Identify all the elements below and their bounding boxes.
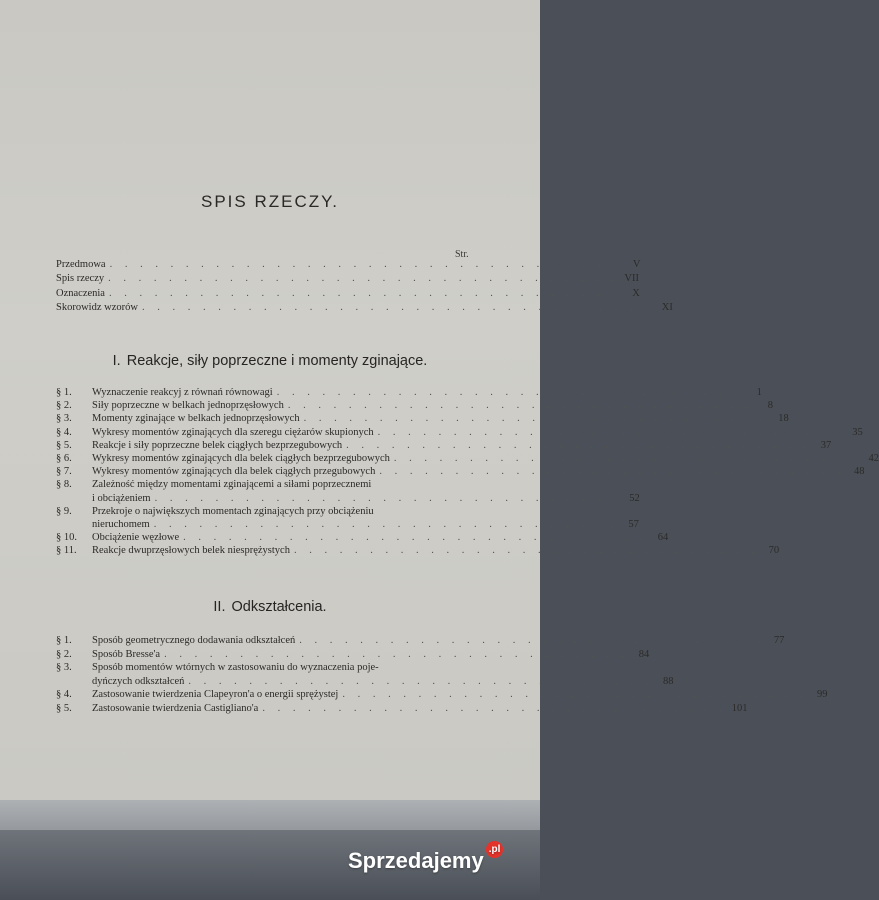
toc-row xyxy=(56,531,669,544)
section-title: nieruchomem xyxy=(92,519,150,530)
section-title: dyńczych odkształceń xyxy=(92,675,185,687)
toc-row-notation: Oznaczenia . . . . . . . . . . . . . . . . . . . . . . . . . . . . . . . . . . X xyxy=(56,288,640,299)
toc-row xyxy=(56,518,639,531)
page-number: 77 xyxy=(773,635,785,646)
page-number: 99 xyxy=(816,689,828,700)
section-number: § 8. xyxy=(56,479,72,491)
section-title: Sposób Bresse'a xyxy=(92,648,161,660)
section-title: i obciążeniem xyxy=(92,492,151,504)
toc-row xyxy=(56,426,863,439)
toc-row xyxy=(56,634,785,647)
watermark-logo: Sprzedajemy $^{.pl}$ xyxy=(348,848,503,874)
leader-dots: . . . . . . . . . . . . . . . . . . . . . . . . . . . . . . . xyxy=(287,400,753,412)
toc-row xyxy=(56,648,650,661)
page-number: 70 xyxy=(768,545,780,557)
section-number: § 3. xyxy=(56,413,72,425)
toc-row xyxy=(56,702,748,715)
page-number: 48 xyxy=(853,466,865,478)
page-number: 37 xyxy=(820,439,832,451)
toc-row-formula-index: Skorowidz wzorów . . . . . . . . . . . . . . . . . . . . . . . . . . . . . . . . . . XI xyxy=(56,302,673,313)
leader-dots: . . . . . . . . . . . . . . . . . . . . . . . . . . . . . . . . . . xyxy=(141,302,653,313)
section-title: Zależność między momentami zginającemi a siłami poprzecznemi xyxy=(92,479,372,491)
toc-row xyxy=(56,688,828,701)
leader-dots: . . . . . . . . . . . . . . . . . . . . . . . . . . . . . . . xyxy=(188,675,654,687)
section-title: Zastosowanie twierdzenia Clapeyron'a o energii sprężystej xyxy=(92,689,339,700)
page-number: 35 xyxy=(852,426,863,438)
section-title: Siły poprzeczne w belkach jednoprzęsłowych xyxy=(92,400,284,412)
section-number: § 1. xyxy=(56,387,72,398)
section-number: § 1. xyxy=(56,635,72,646)
leader-dots: . . . . . . . . . . . . . . . . . . . . . . . . . . . . . . . . . . xyxy=(108,288,620,299)
page-number: 18 xyxy=(778,413,789,425)
leader-dots: . . . . . . . . . . . . . . . . . . . . . . . . . . . . . . . xyxy=(303,413,769,425)
leader-dots: . . . . . . . . . . . . . . . . . . . . . . . . . . . . . . . xyxy=(342,689,808,700)
toc-row xyxy=(56,544,780,557)
section-title: Momenty zginające w belkach jednoprzęsłowych xyxy=(92,413,300,425)
section-title: Wykresy momentów zginających dla belek ciągłych przegubowych xyxy=(92,466,376,478)
leader-dots: . . . . . . . . . . . . . . . . . . . . . . . . . . . . . . . xyxy=(183,532,649,544)
section-title: Przekroje o największych momentach zginających przy obciążeniu xyxy=(92,505,374,517)
section-number: § 2. xyxy=(56,400,72,412)
section-title: Sposób geometrycznego dodawania odkształceń xyxy=(92,635,296,646)
leader-dots: . . . . . . . . . . . . . . . . . . . . . . . . . . . . . . . xyxy=(276,387,742,398)
toc-row-preface: Przedmowa . . . . . . . . . . . . . . . . . . . . . . . . . . . . . . . . . . V xyxy=(56,259,641,270)
toc-row xyxy=(56,452,879,465)
section-number: § 7. xyxy=(56,466,72,478)
leader-dots: . . . . . . . . . . . . . . . . . . . . . . . . . . . . . . . . . . xyxy=(109,259,621,270)
toc-row xyxy=(56,439,832,452)
toc-row xyxy=(56,399,773,412)
leader-dots: . . . . . . . . . . . . . . . . . . . . . . . . . . . . . . . xyxy=(377,426,843,438)
page-number: 84 xyxy=(638,648,650,660)
page-column-label: Str. xyxy=(455,249,469,260)
leader-dots: . . . . . . . . . . . . . . . . . . . . . . . . . . . . . . . xyxy=(393,453,860,464)
chapter-heading-2: II. Odkształcenia. xyxy=(213,599,327,615)
leader-dots: . . . . . . . . . . . . . . . . . . . . . . . . . . . . . . . xyxy=(154,492,620,504)
section-title: Zastosowanie twierdzenia Castigliano'a xyxy=(92,702,259,714)
page-number: 88 xyxy=(663,675,674,687)
page-number: 57 xyxy=(628,519,639,530)
section-number: § 11. xyxy=(56,545,77,557)
section-number: § 2. xyxy=(56,648,72,660)
toc-row xyxy=(56,478,476,491)
section-title: Obciążenie węzłowe xyxy=(92,532,180,544)
toc-row xyxy=(56,675,674,688)
leader-dots: . . . . . . . . . . . . . . . . . . . . . . . . . . . . . . . xyxy=(379,466,845,478)
toc-row xyxy=(56,412,789,425)
chapter-heading-1: I. Reakcje, siły poprzeczne i momenty zginające. xyxy=(112,353,428,369)
toc-row xyxy=(56,386,762,399)
toc-row xyxy=(56,661,476,674)
section-title: Reakcje dwuprzęsłowych belek niesprężystych xyxy=(92,545,290,557)
leader-dots: . . . . . . . . . . . . . . . . . . . . . . . . . . . . . . . xyxy=(153,519,619,530)
section-title: Reakcje i siły poprzeczne belek ciągłych bezprzegubowych xyxy=(92,439,343,451)
section-number: § 5. xyxy=(56,439,72,451)
page-number: 52 xyxy=(629,492,640,504)
leader-dots: . . . . . . . . . . . . . . . . . . . . . . . . . . . . . . . xyxy=(164,648,630,660)
section-number: § 6. xyxy=(56,453,72,464)
section-number: § 4. xyxy=(56,426,72,438)
leader-dots: . . . . . . . . . . . . . . . . . . . . . . . . . . . . . . . . . . xyxy=(108,273,619,284)
page-number: 64 xyxy=(657,532,669,544)
section-number: § 10. xyxy=(56,532,77,544)
toc-row xyxy=(56,505,476,518)
section-title: Wyznaczenie reakcyj z równań równowagi xyxy=(92,387,273,398)
section-title: Sposób momentów wtórnych w zastosowaniu do wyznaczenia poje- xyxy=(92,662,379,673)
page-title: SPIS RZECZY. xyxy=(201,192,339,211)
section-title: Wykresy momentów zginających dla belek ciągłych bezprzegubowych xyxy=(92,453,390,464)
page-number: 1 xyxy=(756,387,762,398)
section-number: § 3. xyxy=(56,662,72,673)
leader-dots: . . . . . . . . . . . . . . . . . . . . . . . . . . . . . . . xyxy=(293,545,760,557)
section-number: § 9. xyxy=(56,505,72,517)
section-number: § 4. xyxy=(56,689,72,700)
leader-dots: . . . . . . . . . . . . . . . . . . . . . . . . . . . . . . . xyxy=(346,439,812,451)
leader-dots: . . . . . . . . . . . . . . . . . . . . . . . . . . . . . . . xyxy=(262,702,728,714)
page-number: 8 xyxy=(767,400,773,412)
page-number: 42 xyxy=(868,453,879,464)
page-number: 101 xyxy=(731,702,748,714)
leader-dots: . . . . . . . . . . . . . . . . . . . . . . . . . . . . . . . xyxy=(299,635,765,646)
toc-row xyxy=(56,465,865,478)
section-number: § 5. xyxy=(56,702,72,714)
section-title: Wykresy momentów zginających dla szeregu ciężarów skupionych xyxy=(92,426,374,438)
toc-row-contents: Spis rzeczy . . . . . . . . . . . . . . . . . . . . . . . . . . . . . . . . . . VII xyxy=(56,273,639,284)
toc-row xyxy=(56,492,640,505)
